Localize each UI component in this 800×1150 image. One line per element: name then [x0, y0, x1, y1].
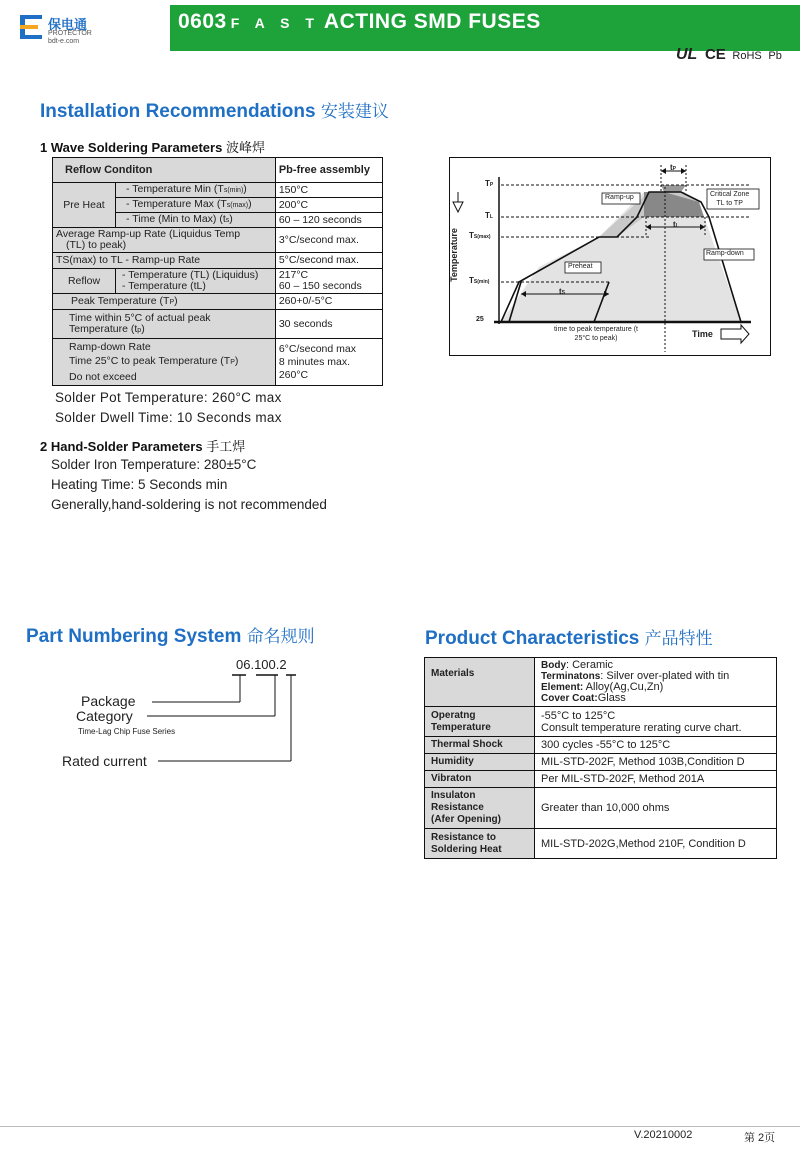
hand-line-1: Solder Iron Temperature: 280±5°C: [51, 457, 257, 472]
hand-solder-title: 2 Hand-Solder Parameters 手工焊: [40, 439, 246, 454]
part-numbering-title: Part Numbering System 命名规则: [26, 626, 315, 647]
ce-mark-icon: CE: [704, 46, 726, 63]
tl-duration-label: tL: [673, 220, 679, 229]
hand-line-3: Generally,hand-soldering is not recommended: [51, 497, 327, 512]
critical-zone-label: Critical Zone TL to TP: [710, 191, 750, 207]
table-row: - Time (Min to Max) (ts) 60 – 120 seconds: [53, 213, 383, 228]
page-title: 0603 F A S T ACTING SMD FUSES: [178, 10, 541, 33]
rated-current-label: Rated current: [62, 753, 147, 769]
table-row: Reflow - Temperature (TL) (Liquidus) - Temperature (tL) 217°C 60 – 150 seconds: [53, 269, 383, 294]
table-row: Insulaton Resistance (Afer Opening) Greater than 10,000 ohms: [425, 788, 777, 829]
table-row: Time within 5°C of actual peak Temperature (tp) 30 seconds: [53, 310, 383, 339]
part-code: 06.100.2: [236, 657, 287, 672]
table-row: Thermal Shock 300 cycles -55°C to 125°C: [425, 737, 777, 754]
table-row: TS(max) to TL - Ramp-up Rate 5°C/second max.: [53, 253, 383, 269]
page-number: 第 2页: [744, 1132, 776, 1144]
pre-heat-label: Pre Heat: [53, 183, 116, 228]
table-header-pbfree: Pb-free assembly: [275, 158, 382, 183]
rohs-mark-icon: RoHS: [732, 50, 762, 62]
series-label: Time-Lag Chip Fuse Series: [78, 727, 176, 736]
tp-axis-label: TP: [485, 179, 494, 188]
table-row: Resistance to Soldering Heat MIL-STD-202G,Method 210F, Condition D: [425, 829, 777, 859]
logo-en-text: PROTECTOR: [48, 30, 92, 37]
pb-free-icon: Pb: [768, 50, 782, 62]
ul-mark-icon: UL: [676, 46, 698, 63]
logo-url-text: bdt-e.com: [48, 38, 80, 45]
ramp-down-label: Ramp-down: [706, 250, 744, 257]
table-row: Ramp-down Rate Time 25°C to peak Temperature (TP) Do not exceed 6°C/second max 8 minutes max. 260°C: [53, 339, 383, 386]
table-header-reflow: Reflow Conditon: [53, 158, 276, 183]
tp-top-label: tP: [670, 163, 677, 172]
package-label: Package: [81, 693, 136, 709]
tsmin-axis-label: TS(min): [469, 276, 490, 285]
category-label: Category: [76, 708, 133, 724]
solder-dwell: Solder Dwell Time: 10 Seconds max: [55, 410, 282, 425]
product-table: [424, 657, 777, 859]
t25-axis-label: 25: [476, 316, 484, 323]
time-to-peak-label: time to peak temperature (t 25°C to peak): [553, 326, 639, 342]
certification-marks: [676, 46, 782, 64]
wave-soldering-title: 1 Wave Soldering Parameters 波峰焊: [40, 140, 265, 155]
ts-duration-label: tS: [559, 287, 566, 296]
hand-line-2: Heating Time: 5 Seconds min: [51, 477, 228, 492]
logo-cn-text: 保电通: [48, 17, 88, 32]
time-axis-label: Time: [692, 329, 713, 339]
page-header: [0, 0, 800, 63]
part-number-diagram: [60, 650, 320, 780]
reflow-profile-diagram: [449, 157, 771, 356]
tl-axis-label: TL: [485, 211, 493, 220]
reflow-table: [52, 157, 383, 386]
table-row: Vibraton Per MIL-STD-202F, Method 201A: [425, 771, 777, 788]
table-row: Humidity MIL-STD-202F, Method 103B,Condition D: [425, 754, 777, 771]
ramp-up-label: Ramp-up: [605, 194, 634, 201]
version-number: V.20210002: [634, 1129, 693, 1141]
table-row: Pre Heat - Temperature Min (Ts(min)) 150°C: [53, 183, 383, 198]
tsmax-axis-label: TS(max): [469, 231, 491, 240]
table-row: Peak Temperature (TP) 260+0/-5°C: [53, 294, 383, 310]
table-row: - Temperature Max (Ts(max)) 200°C: [53, 198, 383, 213]
preheat-label: Preheat: [568, 263, 593, 270]
product-characteristics-title: Product Characteristics 产品特性: [425, 628, 713, 649]
table-row: Operatng Temperature -55°C to 125°C Consult temperature rerating curve chart.: [425, 707, 777, 737]
table-row: Average Ramp-up Rate (Liquidus Temp (TL) to peak) 3°C/second max.: [53, 228, 383, 253]
footer-divider: [0, 1126, 800, 1127]
table-row: Materials Body: Ceramic Terminatons: Silver over-plated with tin Element: Alloy(Ag,Cu,Zn) Cover Coat:Glass: [425, 658, 777, 707]
temperature-axis-label: Temperature: [448, 228, 459, 282]
installation-title: Installation Recommendations 安装建议: [40, 101, 389, 122]
company-logo: [18, 9, 118, 49]
solder-pot-temp: Solder Pot Temperature: 260°C max: [55, 390, 282, 405]
